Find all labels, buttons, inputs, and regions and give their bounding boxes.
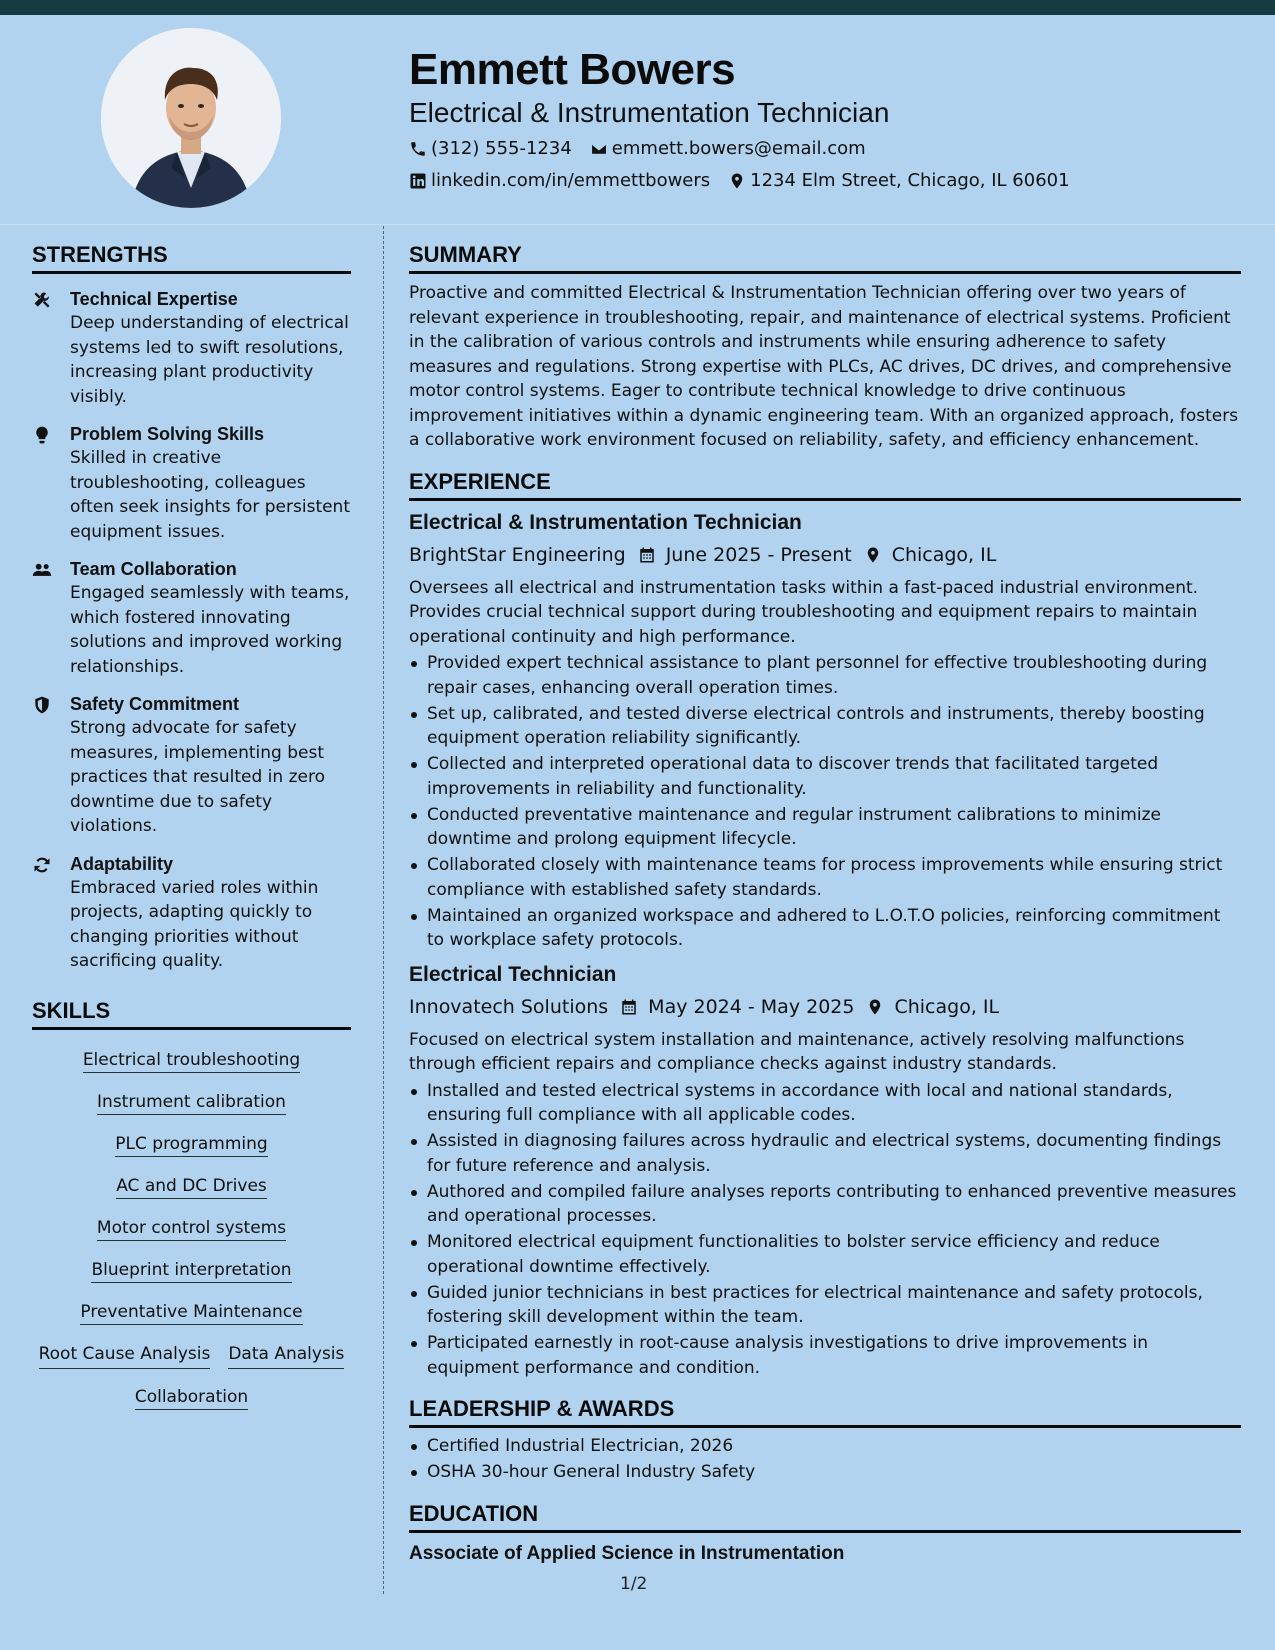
summary-section (409, 240, 1241, 453)
job-bullets (409, 1079, 1241, 1381)
job-dates: May 2024 - May 2025 (648, 995, 855, 1018)
map-pin-icon (728, 172, 746, 190)
bullet-item: Collaborated closely with maintenance teams for process improvements while ensuring strict compliance with established safety standards. (409, 853, 1241, 902)
bullet-item: Assisted in diagnosing failures across hydraulic and electrical systems, documenting findings for future reference and analysis. (409, 1129, 1241, 1178)
awards-heading: LEADERSHIP & AWARDS (409, 1394, 1241, 1428)
awards-section (409, 1394, 1241, 1485)
tools-icon (32, 290, 52, 310)
job-location: Chicago, IL (891, 543, 997, 566)
candidate-title: Electrical & Instrumentation Technician (409, 97, 890, 128)
skill-tag: Electrical troubleshooting (32, 1048, 351, 1074)
experience-heading: EXPERIENCE (409, 467, 1241, 501)
bullet-item: Maintained an organized workspace and adhered to L.O.T.O policies, reinforcing commitment to workplace safety protocols. (409, 904, 1241, 953)
skill-tag: Motor control systems (32, 1216, 351, 1242)
strength-item (32, 852, 351, 974)
job-description: Oversees all electrical and instrumentation tasks within a fast-paced industrial environment. Provides crucial technical support during troubleshooting and equipment repairs to maintain operational continuity and high performance. (409, 577, 1199, 647)
strength-desc: Engaged seamlessly with teams, which fostered innovating solutions and improved working relationships. (70, 583, 350, 677)
job-company: BrightStar Engineering (409, 543, 626, 566)
strength-item (32, 287, 351, 409)
strength-name: Safety Commitment (70, 694, 240, 714)
summary-text: Proactive and committed Electrical & Instrumentation Technician offering over two years of relevant experience in troubleshooting, repair, and maintenance of electrical systems. Proficient in the calibration of various controls and instruments while ensuring adherence to safety measures and regulations. Strong expertise with PLCs, AC drives, DC drives, and comprehensive motor control systems. Eager to contribute technical knowledge to drive continuous improvement initiatives within a dynamic engineering team. With an organized approach, fosters a collaborative work environment focused on reliability, safety, and efficiency enhancement. (409, 283, 1239, 450)
strength-name: Team Collaboration (70, 559, 237, 579)
strength-desc: Deep understanding of electrical systems led to swift resolutions, increasing plant productivity visibly. (70, 313, 349, 407)
profile-photo (101, 28, 281, 208)
education-degree: Associate of Applied Science in Instrumentation (409, 1542, 845, 1564)
bullet-item: Installed and tested electrical systems in accordance with local and national standards, ensuring full compliance with all applicable codes. (409, 1079, 1241, 1128)
strength-name: Technical Expertise (70, 289, 238, 309)
summary-heading: SUMMARY (409, 240, 1241, 274)
bullet-item: Participated earnestly in root-cause analysis investigations to drive improvements in equipment performance and condition. (409, 1331, 1241, 1380)
resume-header (409, 44, 1249, 194)
award-item: OSHA 30-hour General Industry Safety (409, 1460, 1241, 1485)
calendar-icon (620, 998, 638, 1016)
job-title: Electrical & Instrumentation Technician (409, 510, 802, 534)
strength-desc: Embraced varied roles within projects, adapting quickly to changing priorities without sacrificing quality. (70, 877, 319, 971)
strength-desc: Strong advocate for safety measures, implementing best practices that resulted in zero downtime due to safety violations. (70, 718, 325, 836)
job-meta (409, 993, 1241, 1021)
shield-icon (32, 695, 52, 715)
job-title: Electrical Technician (409, 962, 617, 986)
strength-item (32, 557, 351, 679)
strength-name: Problem Solving Skills (70, 424, 265, 444)
map-pin-icon (864, 546, 882, 564)
bullet-item: Provided expert technical assistance to plant personnel for effective troubleshooting during repair cases, enhancing overall operation times. (409, 651, 1241, 700)
page-number: 1/2 (620, 1574, 648, 1594)
header-divider (0, 224, 1275, 225)
strength-name: Adaptability (70, 853, 174, 874)
envelope-icon (590, 140, 608, 158)
contact-linkedin[interactable] (409, 168, 710, 194)
job-location: Chicago, IL (894, 995, 1000, 1018)
left-column (32, 240, 351, 1411)
bullet-item: Set up, calibrated, and tested diverse electrical controls and instruments, thereby boosting equipment operation reliability significantly. (409, 702, 1241, 751)
award-item: Certified Industrial Electrician, 2026 (409, 1434, 1241, 1459)
right-column (409, 240, 1241, 1567)
phone-icon (409, 140, 427, 158)
skill-tag: PLC programming (32, 1132, 351, 1158)
linkedin-icon (409, 172, 427, 190)
contact-phone[interactable] (409, 136, 572, 162)
email-text: emmett.bowers@email.com (611, 138, 866, 159)
strength-desc: Skilled in creative troubleshooting, colleagues often seek insights for persistent equipment issues. (70, 448, 351, 542)
bullet-item: Collected and interpreted operational data to discover trends that facilitated targeted improvements in reliability and functionality. (409, 752, 1241, 801)
column-divider (383, 226, 384, 1594)
bullet-item: Guided junior technicians in best practices for electrical maintenance and safety protocols, fostering skill development within the team. (409, 1281, 1241, 1330)
candidate-name: Emmett Bowers (409, 45, 736, 94)
strength-item (32, 692, 351, 839)
calendar-icon (638, 546, 656, 564)
job-entry (409, 509, 1241, 953)
skills-list (32, 1042, 351, 1411)
job-entry (409, 961, 1241, 1381)
bullet-item: Conducted preventative maintenance and regular instrument calibrations to minimize downtime and prolong equipment lifecycle. (409, 803, 1241, 852)
bullet-item: Monitored electrical equipment functionalities to bolster service efficiency and reduce operational downtime effectively. (409, 1230, 1241, 1279)
linkedin-text: linkedin.com/in/emmettbowers (431, 170, 711, 191)
awards-list (409, 1434, 1241, 1485)
skill-tag: Collaboration (32, 1385, 351, 1411)
bullet-item: Authored and compiled failure analyses reports contributing to enhanced preventive measures and operational processes. (409, 1180, 1241, 1229)
job-bullets (409, 651, 1241, 953)
strength-item (32, 422, 351, 544)
education-heading: EDUCATION (409, 1499, 1241, 1533)
skill-tag: Root Cause Analysis (39, 1342, 211, 1369)
skill-tag: Data Analysis (228, 1342, 344, 1369)
experience-section (409, 467, 1241, 1381)
skill-tag: Instrument calibration (32, 1090, 351, 1116)
strengths-heading: STRENGTHS (32, 240, 351, 274)
contact-row-1 (409, 136, 1249, 162)
job-description: Focused on electrical system installation and maintenance, actively resolving malfunctions through efficient repairs and compliance checks against industry standards. (409, 1029, 1185, 1074)
job-dates: June 2025 - Present (665, 543, 852, 566)
skill-tag: Blueprint interpretation (32, 1258, 351, 1284)
skill-tag: Preventative Maintenance (32, 1300, 351, 1326)
job-meta (409, 541, 1241, 569)
lightbulb-icon (32, 425, 52, 445)
contact-row-2 (409, 168, 1249, 194)
contact-email[interactable] (590, 136, 866, 162)
sync-icon (32, 855, 52, 875)
users-icon (32, 560, 52, 580)
contact-address (728, 168, 1069, 194)
address-text: 1234 Elm Street, Chicago, IL 60601 (750, 170, 1070, 191)
education-section (409, 1499, 1241, 1567)
phone-text: (312) 555-1234 (431, 138, 572, 159)
map-pin-icon (866, 998, 884, 1016)
job-company: Innovatech Solutions (409, 995, 609, 1018)
top-bar (0, 0, 1275, 15)
skill-tag: AC and DC Drives (32, 1174, 351, 1200)
skills-heading: SKILLS (32, 996, 351, 1030)
